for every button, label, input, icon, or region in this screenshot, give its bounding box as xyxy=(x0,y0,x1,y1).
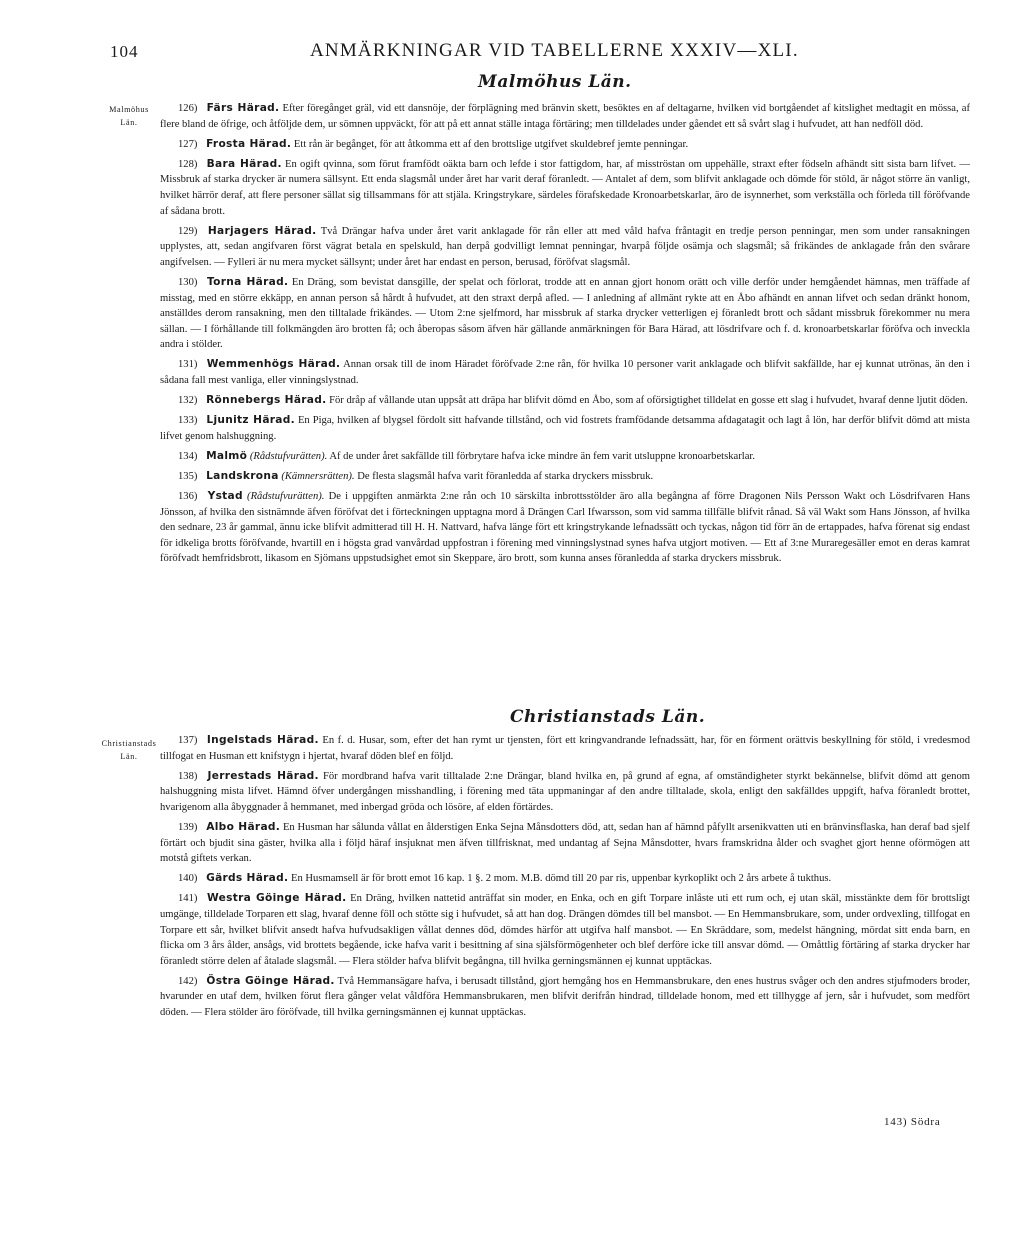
district-heading: Albo Härad. xyxy=(206,820,281,833)
district-heading: Färs Härad. xyxy=(206,102,280,114)
entry-text: En Husmamsell är för brott emot 16 kap. 1 §. 2 mom. M.B. dömd till 20 par ris, uppenbar kyrkoplikt och 2 års arbete å tukthus. xyxy=(290,873,832,885)
entry-number: 139) xyxy=(178,821,198,833)
entry-number: 126) xyxy=(178,103,198,114)
entry-text: För mordbrand hafva varit tilltalade 2:ne Drängar, bland hvilka en, på grund af egna, af omständigheter styrkt bekännelse, blifvit dömd att genom halshuggning mista lifvet. Hämnd öfver undergången misshandling, i förening med täta uppmaningar af den andre tilltalade, skola, enligt den sakfälldes uppgift, hafva föranledt brottet, hvarigenom alla åbyggnader å hemmanet, med inbergad gröda och lösöre, af elden förtärdes. xyxy=(160,770,970,813)
entry-paragraph xyxy=(160,137,970,153)
district-heading: Westra Göinge Härad. xyxy=(207,892,347,905)
entry-number: 140) xyxy=(178,873,198,885)
district-heading: Malmö xyxy=(206,449,248,462)
entry-text: De i uppgiften anmärkta 2:ne rån och 10 särskilta inbrottsstölder äro alla begångna af förre Dragonen Nils Persson Wakt och Lösdrifvaren Hans Jönsson, af hvilka den sistnämnde äfven föröfvat det i förteckningen upptagna mord å Drängen Carl Ifwarsson, som vid samma tillfälle blifvit rånad. Så väl Wakt som Hans Jönsson, af hvilka den sednare, 23 år gammal, ännu icke blifvit admitterad till H. H. Nattvard, hafva länge fört ett kringstrykande lefnadssätt och tyckas, någon tid förr än de ertappades, hafva förenat sig endast för idkeliga brotts föröfvande, hvartill en i högsta grad vanvårdad uppfostran i förening med vinningslystnad synes hafva utgjort motiven. — Ett af 3:ne Muraregesäller emot en deras kamrat föröfvadt hemfridsbrott, likasom en Sjömans uppstudsighet emot sin Skeppare, äro brott, som kunna anses föranledda af starka dryckers missbruk. xyxy=(160,491,970,565)
margin-note-christianstad: Christianstads Län. xyxy=(101,739,157,761)
district-heading: Torna Härad. xyxy=(207,275,289,288)
entry-paragraph xyxy=(160,275,970,353)
entry-text: En Husman har sålunda vållat en ålderstigen Enka Sejna Månsdotters död, att, sedan han af hämnd påfyllt arsenikvatten uti en bränvinsflaska, han deraf bad sjelf förtärt och bjudit sina gäster, hvilka alla i följd häraf insjuknat men äfven tillfrisknat, med undantag af Sejna Månsdotter, hvars framskridna ålder och svaghet gjort henne oförmögen att motstå giftets verkan. xyxy=(160,821,970,865)
entry-text: För dråp af vållande utan uppsåt att dräpa har blifvit dömd en Åbo, som af oförsigtighet tilldelat en gosse ett slag i hufvudet, hvaraf denne ljutit döden. xyxy=(329,395,968,407)
district-heading: Ystad xyxy=(207,490,243,503)
margin-note-malmohus: Malmöhus Län. xyxy=(109,105,149,127)
entry-number: 129) xyxy=(178,225,198,237)
entry-paragraph xyxy=(160,449,970,465)
entry-text: En Piga, hvilken af blygsel fördolt sitt hafvande tillstånd, och vid fostrets framfödande detsamma afdagatagit och lagt å lön, har derför blifvit dömd att mista lifvet genom halshuggning. xyxy=(160,415,970,442)
entry-paragraph xyxy=(160,871,970,887)
county-heading-christianstad: Christianstads Län. xyxy=(510,707,706,727)
entry-number: 136) xyxy=(178,491,198,503)
entry-paragraph xyxy=(160,820,970,867)
entry-number: 134) xyxy=(178,450,198,462)
entry-paragraph xyxy=(160,733,970,764)
entry-number: 137) xyxy=(178,735,198,746)
entry-text: Två Drängar hafva under året varit anklagade för rån eller att med våld hafva fråntagit en tredje person penningar, men som under ransakningen upplystes, att, sedan angifvaren först vägrat betala en spelskuld, han derpå godvilligt lemnat penningar, hvarpå följde osämja och slagsmål; så frikändes de anklagade från den svårare angifvelsen. — Fylleri är nu mera mycket sällsynt; under året har endast en person, berusad, föröfvat slagsmål. xyxy=(160,225,970,268)
entry-paragraph xyxy=(160,357,970,388)
entry-number: 130) xyxy=(178,276,198,288)
entry-number: 128) xyxy=(178,158,198,170)
section-malmohus xyxy=(160,101,970,572)
entry-paragraph xyxy=(160,891,970,969)
running-title: ANMÄRKNINGAR VID TABELLERNE XXXIV—XLI. xyxy=(310,40,799,61)
entry-number: 133) xyxy=(178,415,198,427)
entry-text: En f. d. Husar, som, efter det han rymt ur tjensten, fört ett kringvandrande lefnadssätt, har, för en förment orättvis beskyllning för stöld, i vredesmod tillfogat en Husman ett knifstygn i hjertat, hvaraf döden blef en följd. xyxy=(160,735,971,762)
district-heading: Ingelstads Härad. xyxy=(206,734,319,746)
district-heading: Gärds Härad. xyxy=(206,872,289,885)
entry-text: Efter föregånget gräl, vid ett dansnöje, der förplägning med bränvin skett, besöktes en af deltagarne, hvilken vid bortgåendet af kitslighet medtagit en mössa, af flere bland de öfrige, och åtföljde dem, ur sömnen uppväckt, för att på ett annat ställe intaga förtäring; men tilldelades under gåendet ett så svårt slag i hufvudet, att han nedföll död. xyxy=(160,103,970,130)
entry-text: Annan orsak till de inom Häradet föröfvade 2:ne rån, för hvilka 10 personer varit anklagade och blifvit sakfällde, har ej kunnat utrönas, än den i sådana fall mest vanliga, eller vinningslystnad. xyxy=(160,359,970,386)
entry-paragraph xyxy=(160,769,970,816)
entry-number: 132) xyxy=(178,395,198,407)
district-heading: Harjagers Härad. xyxy=(207,224,317,237)
entry-text: En ogift qvinna, som förut framfödt oäkta barn och lefde i stor fattigdom, har, af misströstan om uppehälle, straxt efter födseln afhändt sitt sista barn lifvet. — Missbruk af starka drycker är numera sällsynt. Ett enda slagsmål under året har varit deraf föranledt. — Antalet af dem, som blifvit anklagade och dömde för stöld, är något större än vanligt, hvilket härrör deraf, att flere personer sällat sig tillsammans för att stjäla. Kringstrykare, särdeles förafskedade Kronoarbetskarlar, äro de isynnerhet, som verkställa och förleda till föröfvande af sådana brott. xyxy=(160,158,970,217)
entry-paragraph xyxy=(160,101,970,132)
entry-text: De flesta slagsmål hafva varit föranledda af starka dryckers missbruk. xyxy=(357,470,654,482)
district-heading: Östra Göinge Härad. xyxy=(206,974,335,987)
court-name: (Kämnersrätten). xyxy=(281,470,355,482)
district-heading: Jerrestads Härad. xyxy=(207,769,319,782)
entry-paragraph xyxy=(160,469,970,485)
district-heading: Rönnebergs Härad. xyxy=(206,394,327,407)
district-heading: Frosta Härad. xyxy=(206,137,292,150)
court-name: (Rådstufvurätten). xyxy=(249,450,328,462)
entry-paragraph xyxy=(160,157,970,219)
entry-paragraph xyxy=(160,413,970,444)
county-heading-malmohus: Malmöhus Län. xyxy=(478,72,632,92)
court-name: (Rådstufvurätten). xyxy=(247,491,325,503)
entry-number: 127) xyxy=(178,138,198,150)
entry-number: 142) xyxy=(178,975,198,987)
page-number: 104 xyxy=(110,42,139,61)
entry-number: 138) xyxy=(178,770,198,782)
entry-number: 141) xyxy=(178,893,198,905)
entry-paragraph xyxy=(160,974,970,1021)
entry-text: Af de under året sakfällde till förbrytare hafva icke mindre än fem varit utsluppne kronoarbetskarlar. xyxy=(329,450,755,462)
district-heading: Bara Härad. xyxy=(206,157,282,170)
entry-paragraph xyxy=(160,224,970,271)
district-heading: Landskrona xyxy=(206,469,279,482)
district-heading: Ljunitz Härad. xyxy=(206,414,295,427)
entry-paragraph xyxy=(160,393,970,409)
entry-text: Två Hemmansägare hafva, i berusadt tillstånd, gjort hemgång hos en Hemmansbrukare, den enes hustrus svåger och den andres stjufmoders broder, hvarunder en utaf dem, hvilken förut flera gånger velat våldföra Hemmansbrukaren, men blifvit derifrån hindrad, tilldelade honom, med ett tillhygge af jern, sår i hufvudet, som medfört döden. — Flera stölder äro föröfvade, till hvilka gerningsmännen ej kunnat upptäckas. xyxy=(160,975,970,1018)
entry-number: 131) xyxy=(178,359,198,371)
entry-text: En Dräng, hvilken nattetid anträffat sin moder, en Enka, och en gift Torpare inlåste uti ett rum och, ej utan skäl, misstänkte dem för brottsligt umgänge, tilldelade Torparen ett slag, hvaraf denne föll och stötte sig i hufvudet, så att han dog. Drängen dömdes till bel mansbot. — En Hemmansbrukare, som, under ordvexling, tillfogat en Torpare ett sår, hvilket blifvit ansedt hafva hufvudsakligen vållat dennes död, dömdes härför att utgifva half mansbot. — En Skräddare, som, medelst hängning, mördat sitt enda barn, en flicka om 3 års ålder, ansågs, vid brottets begående, icke hafva varit i besittning af sina själsförmögenheter och blef derföre icke till ansvar dömd. — Omåttlig förtäring af starka drycker har föranledt större delen af åtalade slagsmål. — Flera stölder hafva blifvit begångna, till hvilka gerningsmännen ej kunnat upptäckas. xyxy=(160,893,970,967)
entry-number: 135) xyxy=(178,470,198,482)
entry-text: Ett rån är begånget, för att åtkomma ett af den brottslige utgifvet skuldebref jemte penningar. xyxy=(293,138,689,150)
section-christianstad xyxy=(160,733,970,1025)
district-heading: Wemmenhögs Härad. xyxy=(206,358,341,371)
entry-paragraph xyxy=(160,489,970,567)
catchword: 143) Södra xyxy=(884,1116,941,1128)
entry-text: En Dräng, som bevistat dansgille, der spelat och förlorat, trodde att en annan gjort honom orätt och ville derför under hemgåendet hämnas, men träffade af misstag, med en större ekkäpp, en annan person så hårdt å hufvudet, att den straxt derpå afled. — I anledning af allmänt rykte att en Åbo afhändt en annan lifvet och sedan dränkt honom, anställdes derom ransakning, men den tilltalade frikändes. — Utom 2:ne sjelfmord, har missbruk af starka drycker vetterligen ej föranledt brott och sådant missbruk förekommer nu mera sällan. — I förhållande till folkmängden äro brotten få; och åberopas såsom äfven här gällande anmärkningen för Bara Härad, att lösdrifvare och f. d. kronoarbetskarlar föröfva och inveckla andra i stölder. xyxy=(160,276,970,351)
